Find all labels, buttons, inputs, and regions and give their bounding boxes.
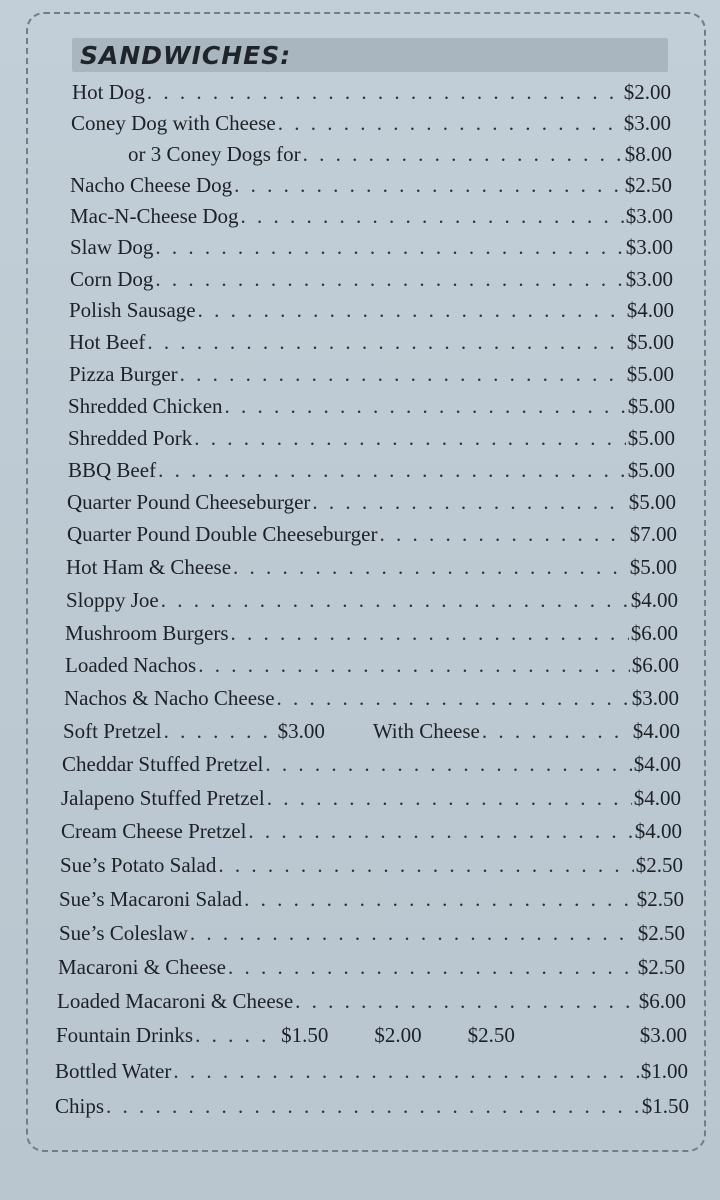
leader-dots xyxy=(198,649,630,681)
item-price: $5.00 xyxy=(627,394,675,418)
leader-dots xyxy=(278,107,622,139)
leader-dots xyxy=(173,1055,638,1087)
leader-dots xyxy=(244,883,635,915)
menu-item-potato-salad xyxy=(60,849,683,881)
item-price: $2.50 xyxy=(624,173,672,197)
cheese-option-label: With Cheese xyxy=(372,719,480,743)
item-name: Mushroom Burgers xyxy=(65,621,229,645)
item-name: Shredded Pork xyxy=(68,426,193,450)
leader-dots xyxy=(198,294,625,326)
menu-item-soft-pretzel xyxy=(63,715,680,747)
item-name: Mac-N-Cheese Dog xyxy=(70,204,239,228)
menu-item-chips xyxy=(55,1090,689,1122)
item-price: $3.00 xyxy=(623,111,671,135)
item-price: $4.00 xyxy=(633,752,681,776)
item-name: Quarter Pound Cheeseburger xyxy=(67,490,311,514)
menu-item-shredded-chicken xyxy=(68,390,675,422)
menu-item-mac-n-cheese-dog xyxy=(70,200,673,232)
cheese-option-price: $4.00 xyxy=(632,719,680,743)
menu-item-slaw-dog xyxy=(70,231,673,263)
item-price: $1.00 xyxy=(640,1059,688,1083)
menu-item-bottled-water xyxy=(55,1055,688,1087)
item-price: $7.00 xyxy=(629,522,677,546)
leader-dots xyxy=(147,76,622,108)
item-name: Hot Beef xyxy=(69,330,146,354)
leader-dots xyxy=(295,985,637,1017)
menu-item-polish-sausage xyxy=(69,294,674,326)
item-price: $6.00 xyxy=(638,989,686,1013)
item-name: Shredded Chicken xyxy=(68,394,223,418)
leader-dots xyxy=(241,200,624,232)
item-price: $5.00 xyxy=(626,330,674,354)
leader-dots xyxy=(248,815,632,847)
item-name: Chips xyxy=(55,1094,105,1118)
section-title: SANDWICHES: xyxy=(80,41,292,70)
item-name: Macaroni & Cheese xyxy=(58,955,226,979)
leader-dots xyxy=(228,951,636,983)
menu-item-fountain-drinks xyxy=(56,1019,687,1051)
item-price: $3.00 xyxy=(277,719,325,743)
item-name: Soft Pretzel xyxy=(63,719,162,743)
menu-item-3-coney-dogs xyxy=(128,138,672,170)
leader-dots xyxy=(155,263,623,295)
menu-item-macaroni-cheese xyxy=(58,951,685,983)
item-price: $2.50 xyxy=(635,853,683,877)
item-name: Slaw Dog xyxy=(70,235,154,259)
menu-item-quarter-pound-double-cheeseburger xyxy=(67,518,677,550)
leader-dots xyxy=(303,138,623,170)
item-price: $2.00 xyxy=(623,80,671,104)
item-price: $4.00 xyxy=(626,298,674,322)
item-name: Sloppy Joe xyxy=(66,588,159,612)
item-name: or 3 Coney Dogs for xyxy=(128,142,301,166)
item-price: $8.00 xyxy=(624,142,672,166)
item-name: Fountain Drinks xyxy=(56,1023,194,1047)
item-name: Nachos & Nacho Cheese xyxy=(64,686,275,710)
drink-price-xlarge: $3.00 xyxy=(639,1023,687,1047)
item-price: $4.00 xyxy=(634,819,682,843)
item-name: Nacho Cheese Dog xyxy=(70,173,233,197)
item-price: $3.00 xyxy=(625,204,673,228)
menu-item-macaroni-salad xyxy=(59,883,684,915)
leader-dots xyxy=(194,422,626,454)
item-name: Corn Dog xyxy=(70,267,154,291)
item-name: Cream Cheese Pretzel xyxy=(61,819,247,843)
leader-dots xyxy=(106,1090,640,1122)
menu-item-pizza-burger xyxy=(69,358,674,390)
drink-price-large: $2.50 xyxy=(467,1023,515,1047)
drink-price-medium: $2.00 xyxy=(374,1023,422,1047)
item-price: $3.00 xyxy=(625,235,673,259)
menu-item-hot-ham-cheese xyxy=(66,551,677,583)
leader-dots xyxy=(218,849,633,881)
leader-dots xyxy=(379,518,627,550)
item-price: $4.00 xyxy=(633,786,681,810)
leader-dots xyxy=(231,617,629,649)
item-name: Sue’s Macaroni Salad xyxy=(59,887,243,911)
item-name: Coney Dog with Cheese xyxy=(71,111,276,135)
item-price: $1.50 xyxy=(641,1094,689,1118)
menu-item-jalapeno-stuffed-pretzel xyxy=(61,782,681,814)
item-price: $3.00 xyxy=(625,267,673,291)
menu-item-nachos-nacho-cheese xyxy=(64,682,679,714)
item-price: $5.00 xyxy=(627,426,675,450)
menu-item-hot-beef xyxy=(69,326,674,358)
leader-dots xyxy=(267,782,632,814)
leader-dots xyxy=(164,715,276,747)
menu-item-cream-cheese-pretzel xyxy=(61,815,682,847)
item-name: Sue’s Coleslaw xyxy=(59,921,188,945)
section-header xyxy=(72,38,668,72)
leader-dots xyxy=(233,551,628,583)
menu-item-hot-dog xyxy=(72,76,671,108)
item-name: Bottled Water xyxy=(55,1059,172,1083)
menu-item-quarter-pound-cheeseburger xyxy=(67,486,676,518)
item-price: $5.00 xyxy=(626,362,674,386)
menu-item-coney-dog xyxy=(71,107,671,139)
item-name: Pizza Burger xyxy=(69,362,178,386)
item-name: Jalapeno Stuffed Pretzel xyxy=(61,786,265,810)
leader-dots xyxy=(312,486,626,518)
menu-item-shredded-pork xyxy=(68,422,675,454)
leader-dots xyxy=(158,454,626,486)
item-name: BBQ Beef xyxy=(68,458,157,482)
item-name: Cheddar Stuffed Pretzel xyxy=(62,752,264,776)
item-price: $6.00 xyxy=(631,653,679,677)
leader-dots xyxy=(147,326,624,358)
item-price: $5.00 xyxy=(629,555,677,579)
leader-dots xyxy=(265,748,631,780)
leader-dots xyxy=(234,169,623,201)
leader-dots xyxy=(155,231,623,263)
menu-item-loaded-nachos xyxy=(65,649,679,681)
menu-item-mushroom-burgers xyxy=(65,617,678,649)
leader-dots xyxy=(180,358,625,390)
menu-item-sloppy-joe xyxy=(66,584,678,616)
item-name: Loaded Macaroni & Cheese xyxy=(57,989,294,1013)
menu-item-corn-dog xyxy=(70,263,673,295)
leader-dots xyxy=(482,715,631,747)
leader-dots xyxy=(225,390,626,422)
item-price: $2.50 xyxy=(637,955,685,979)
item-price: $2.50 xyxy=(636,887,684,911)
menu-item-loaded-macaroni-cheese xyxy=(57,985,686,1017)
menu-item-cheddar-stuffed-pretzel xyxy=(62,748,681,780)
item-name: Quarter Pound Double Cheeseburger xyxy=(67,522,378,546)
item-price: $5.00 xyxy=(627,458,675,482)
leader-dots xyxy=(161,584,629,616)
menu-item-nacho-cheese-dog xyxy=(70,169,672,201)
item-name: Sue’s Potato Salad xyxy=(60,853,217,877)
item-name: Hot Dog xyxy=(72,80,145,104)
item-price: $2.50 xyxy=(637,921,685,945)
menu-item-coleslaw xyxy=(59,917,685,949)
item-price: $4.00 xyxy=(630,588,678,612)
item-name: Polish Sausage xyxy=(69,298,196,322)
drink-price-small: $1.50 xyxy=(281,1023,329,1047)
leader-dots xyxy=(277,682,630,714)
leader-dots xyxy=(195,1019,279,1051)
item-price: $3.00 xyxy=(631,686,679,710)
item-price: $5.00 xyxy=(628,490,676,514)
leader-dots xyxy=(190,917,636,949)
menu-item-bbq-beef xyxy=(68,454,675,486)
item-name: Hot Ham & Cheese xyxy=(66,555,232,579)
item-price: $6.00 xyxy=(630,621,678,645)
item-name: Loaded Nachos xyxy=(65,653,197,677)
